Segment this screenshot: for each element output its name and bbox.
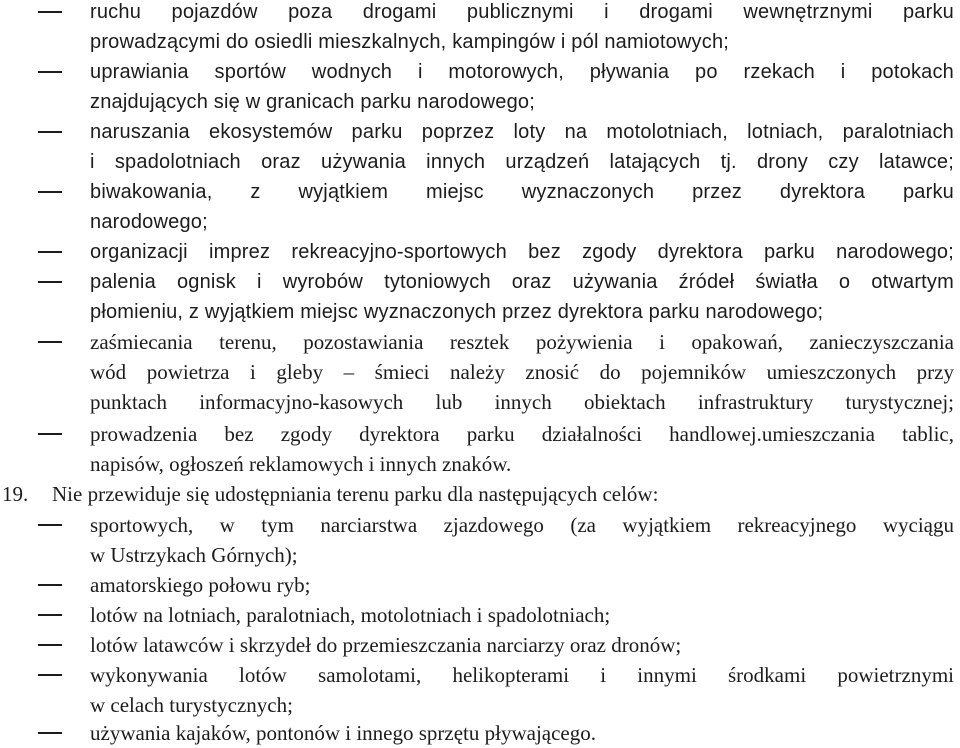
list-item-line: naruszania ekosystemów parku poprzez loty na motolotniach, lotniach, paralotniach bbox=[90, 121, 954, 143]
list-dash-icon bbox=[38, 251, 62, 253]
list-item bbox=[0, 600, 960, 630]
list-item-continuation bbox=[0, 357, 960, 387]
list-item-line: i spadolotniach oraz używania innych urządzeń latających tj. drony czy latawce; bbox=[90, 151, 954, 173]
list-item-line: punktach informacyjno-kasowych lub innych obiektach infrastruktury turystycznej; bbox=[90, 390, 954, 414]
list-item-continuation bbox=[0, 27, 960, 57]
list-item bbox=[0, 57, 960, 87]
list-item-line: napisów, ogłoszeń reklamowych i innych znaków. bbox=[90, 452, 512, 476]
list-dash-icon bbox=[38, 614, 62, 616]
list-dash-icon bbox=[38, 11, 62, 13]
list-item bbox=[0, 237, 960, 267]
list-dash-icon bbox=[38, 281, 62, 283]
list-item-line: używania kajaków, pontonów i innego sprzętu pływającego. bbox=[90, 721, 596, 745]
list-item-line: prowadzącymi do osiedli mieszkalnych, kampingów i pól namiotowych; bbox=[90, 31, 730, 53]
list-item-line: sportowych, w tym narciarstwa zjazdowego (za wyjątkiem rekreacyjnego wyciągu bbox=[90, 513, 954, 537]
list-item bbox=[0, 419, 960, 449]
list-item-continuation bbox=[0, 449, 960, 479]
list-item-line: lotów latawców i skrzydeł do przemieszczania narciarzy oraz dronów; bbox=[90, 633, 682, 657]
list-dash-icon bbox=[38, 131, 62, 133]
list-dash-icon bbox=[38, 71, 62, 73]
list-item bbox=[0, 0, 960, 27]
list-item-line: wód powietrza i gleby – śmieci należy znosić do pojemników umieszczonych przy bbox=[90, 360, 954, 384]
list-item-line: w celach turystycznych; bbox=[90, 693, 293, 717]
list-dash-icon bbox=[38, 732, 62, 734]
list-item-line: uprawiania sportów wodnych i motorowych, pływania po rzekach i potokach bbox=[90, 61, 954, 83]
list-item-line: lotów na lotniach, paralotniach, motolotniach i spadolotniach; bbox=[90, 603, 611, 627]
list-item-line: znajdujących się w granicach parku narodowego; bbox=[90, 91, 536, 113]
list-dash-icon bbox=[38, 191, 62, 193]
list-item-line: płomieniu, z wyjątkiem miejsc wyznaczonych przez dyrektora parku narodowego; bbox=[90, 301, 824, 323]
list-dash-icon bbox=[38, 674, 62, 676]
list-item-line: organizacji imprez rekreacyjno-sportowych bez zgody dyrektora parku narodowego; bbox=[90, 241, 954, 263]
list-dash-icon bbox=[38, 524, 62, 526]
list-item-line: wykonywania lotów samolotami, helikopterami i innymi środkami powietrznymi bbox=[90, 663, 954, 687]
list-item-line: prowadzenia bez zgody dyrektora parku działalności handlowej.umieszczania tablic, bbox=[90, 422, 954, 446]
list-item bbox=[0, 570, 960, 600]
list-item-continuation bbox=[0, 387, 960, 417]
list-item-continuation bbox=[0, 297, 960, 327]
section-heading bbox=[0, 479, 960, 509]
list-item-line: biwakowania, z wyjątkiem miejsc wyznaczonych przez dyrektora parku bbox=[90, 181, 954, 203]
list-item bbox=[0, 660, 960, 690]
list-dash-icon bbox=[38, 584, 62, 586]
list-item-line: narodowego; bbox=[90, 211, 208, 233]
list-dash-icon bbox=[38, 433, 62, 435]
section-text: Nie przewiduje się udostępniania terenu parku dla następujących celów: bbox=[52, 482, 659, 506]
list-item-continuation bbox=[0, 207, 960, 237]
section-number: 19. bbox=[2, 482, 29, 506]
list-item-line: palenia ognisk i wyrobów tytoniowych oraz używania źródeł światła o otwartym bbox=[90, 271, 954, 293]
list-item bbox=[0, 177, 960, 207]
list-item bbox=[0, 267, 960, 297]
list-item bbox=[0, 510, 960, 540]
list-item-line: zaśmiecania terenu, pozostawiania resztek pożywienia i opakowań, zanieczyszczania bbox=[90, 330, 954, 354]
list-item bbox=[0, 327, 960, 357]
list-item-continuation bbox=[0, 87, 960, 117]
list-item-continuation bbox=[0, 690, 960, 720]
list-dash-icon bbox=[38, 644, 62, 646]
list-item-line: ruchu pojazdów poza drogami publicznymi i drogami wewnętrznymi parku bbox=[90, 1, 954, 23]
list-item bbox=[0, 117, 960, 147]
list-item-line: amatorskiego połowu ryb; bbox=[90, 573, 311, 597]
list-dash-icon bbox=[38, 341, 62, 343]
list-item-continuation bbox=[0, 540, 960, 570]
list-item-line: w Ustrzykach Górnych); bbox=[90, 543, 298, 567]
list-item bbox=[0, 630, 960, 660]
list-item bbox=[0, 718, 960, 748]
list-item-continuation bbox=[0, 147, 960, 177]
